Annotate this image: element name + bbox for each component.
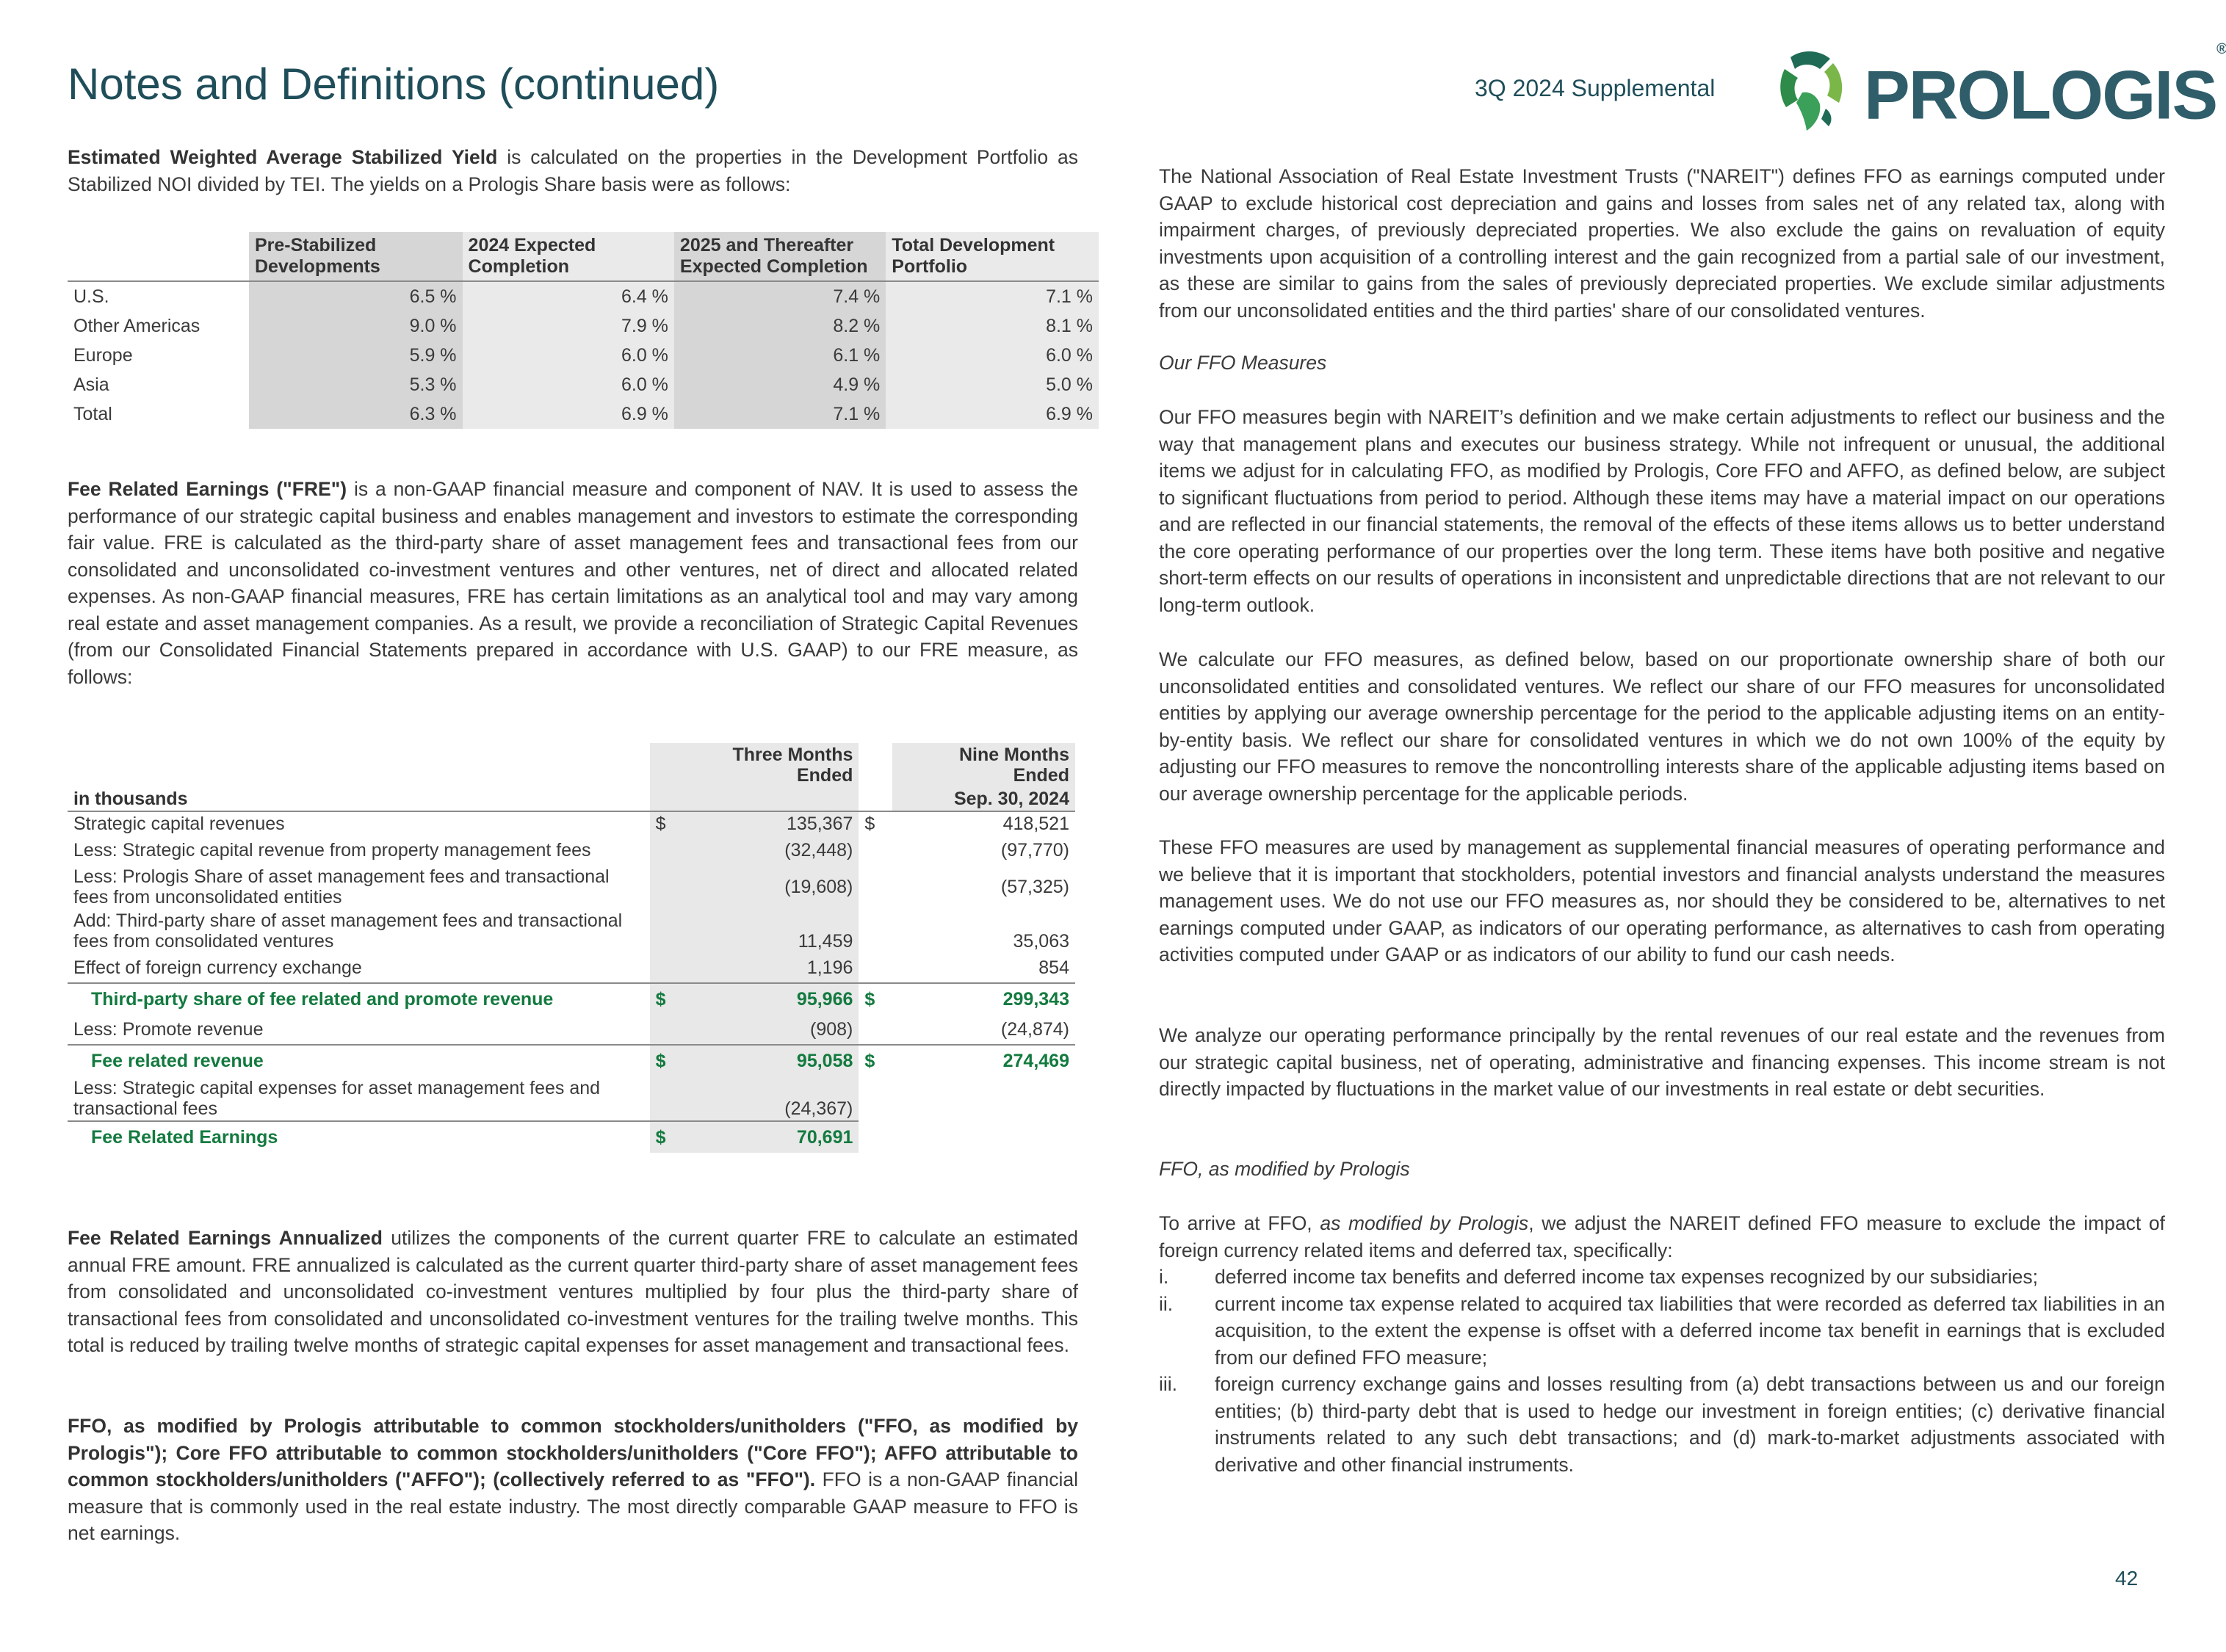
col-nine-months: Nine Months Ended (892, 743, 1075, 787)
table-row: Europe 5.9 % 6.0 % 6.1 % 6.0 % (68, 341, 1099, 370)
ffo-usage-paragraph: These FFO measures are used by management as supplemental financial measures of operating performance and we believe that it is important that stockholders, potential investors and financial analysts understand the measures management uses. We do not use our FFO measures as, nor should they be considered to be, alternatives to net earnings computed under GAAP, as indicators of our operating performance, as alternatives to cash from operating activities computed under GAAP or as indicators of our ability to fund our cash needs. (1159, 836, 2165, 966)
ffo-modified-heading: FFO, as modified by Prologis (1159, 1158, 1410, 1180)
list-item: ii. current income tax expense related to acquired tax liabilities that were recorded as deferred tax liabilities in an acquisition, to the extent the expense is offset with a deferred income tax benefit in earnings that is excluded from our defined FFO measure; (1159, 1292, 2165, 1369)
page-title: Notes and Definitions (continued) (68, 59, 720, 109)
ffo-paragraph: FFO, as modified by Prologis attributable to common stockholders/unitholders ("FFO, as modified by Prologis"); Core FFO attributable to common stockholders/unitholders ("Core FFO"); AFFO attributable to common stockholders/unitholders ("AFFO"); (collectively referred to as "FFO"). FFO is a non-GAAP financial measure that is commonly used in the real estate industry. The most directly comparable GAAP measure to FFO is net earnings. (68, 1415, 1078, 1544)
prologis-logo (1768, 41, 2226, 135)
yield-table (68, 232, 1099, 429)
table-row: Add: Third-party share of asset management fees and transactional fees from consolidated ventures 11,459 35,063 (73, 910, 1069, 952)
ffo-measures-heading: Our FFO Measures (1159, 352, 1327, 374)
ffo-calc-paragraph: We calculate our FFO measures, as defined below, based on our proportionate ownership share of both our unconsolidated entities and consolidated ventures. We reflect our share of our FFO measures for unconsolidated entities by applying our average ownership percentage for the period to the applicable adjusting items on an entity-by-entity basis. We reflect our share for consolidated ventures in which we do not own 100% of the equity by adjusting our FFO measures to remove the noncontrolling interests share of the applicable adjusting items based on our average ownership percentage for the applicable periods. (1159, 648, 2165, 805)
table-row: U.S. 6.5 % 6.4 % 7.4 % 7.1 % (68, 281, 1099, 311)
col-2025-thereafter: 2025 and Thereafter Expected Completion (674, 232, 886, 281)
date-label: Sep. 30, 2024 (892, 787, 1075, 811)
ffo-measures-paragraph: Our FFO measures begin with NAREIT’s definition and we make certain adjustments to reflect our business and the way that management plans and executes our business strategy. While not infrequent or unusual, the additional items we adjust for in calculating FFO, as modified by Prologis, Core FFO and AFFO, as defined below, are subject to significant fluctuations from period to period. Although these items may have a material impact on our operations and are reflected in our financial statements, the removal of the effects of these items allows us to better understand the core operating performance of our properties over the long term. These items have both positive and negative short-term effects on our results of operations in inconsistent and unpredictable directions that are not relevant to our long-term outlook. (1159, 406, 2165, 616)
table-row: Strategic capital revenues $ 135,367 $ 418,521 (68, 811, 1075, 836)
table-row: Third-party share of fee related and promote revenue $ 95,966 $ 299,343 (68, 983, 1075, 1015)
yield-intro: Estimated Weighted Average Stabilized Yield is calculated on the properties in the Development Portfolio as Stabilized NOI divided by TEI. The yields on a Prologis Share basis were as follows: (68, 146, 1078, 195)
unit-label: in thousands (73, 789, 188, 809)
logo-wordmark: PROLOGIS® (1864, 41, 2226, 134)
list-item: iii. foreign currency exchange gains and losses resulting from (a) debt transactions between us and our foreign entities; (b) third-party debt that is used to hedge our investment in foreign entities; (c) derivative financial instruments related to any such debt transactions; and (d) mark-to-market adjustments associated with derivative and other financial instruments. (1159, 1373, 2165, 1476)
globe-logo-icon (1768, 47, 1849, 135)
table-row: Total 6.3 % 6.9 % 7.1 % 6.9 % (68, 399, 1099, 429)
table-row: Fee Related Earnings $ 70,691 (68, 1121, 1075, 1153)
col-total-dev: Total Development Portfolio (886, 232, 1099, 281)
table-row: Less: Strategic capital revenue from property management fees (32,448) (97,770) (68, 836, 1075, 865)
frea-paragraph: Fee Related Earnings Annualized utilizes the components of the current quarter FRE to calculate an estimated annual FRE amount. FRE annualized is calculated as the current quarter third-party share of asset management fees from consolidated and unconsolidated co-investment ventures multiplied by four plus the third-party share of transactional fees from consolidated and unconsolidated co-investment ventures for the trailing twelve months. This total is reduced by trailing twelve months of strategic capital expenses for asset management and transactional fees. (68, 1227, 1078, 1356)
fre-table (68, 743, 1075, 1153)
list-item: i. deferred income tax benefits and deferred income tax expenses recognized by our subsidiaries; (1159, 1266, 2038, 1288)
table-row: Fee related revenue $ 95,058 $ 274,469 (68, 1045, 1075, 1076)
ffo-modified-intro: To arrive at FFO, as modified by Prologis, we adjust the NAREIT defined FFO measure to exclude the impact of foreign currency related items and deferred tax, specifically: (1159, 1212, 2166, 1261)
adjustments-list (1159, 1264, 2165, 1478)
table-row: Less: Promote revenue (908) (24,874) (68, 1015, 1075, 1045)
page-number: 42 (2115, 1567, 2139, 1590)
col-2024-expected: 2024 Expected Completion (463, 232, 674, 281)
nareit-paragraph: The National Association of Real Estate Investment Trusts ("NAREIT") defines FFO as earnings computed under GAAP to exclude historical cost depreciation and gains and losses from sales net of any related tax, along with impairment charges, of previously depreciated properties. We also exclude the gains on revaluation of equity investments upon acquisition of a controlling interest and the gain recognized from a partial sale of our investment, as these are similar to gains from the sales of previously depreciated properties. We exclude similar adjustments from our unconsolidated entities and the third parties' share of our consolidated ventures. (1159, 165, 2165, 322)
supplemental-label: 3Q 2024 Supplemental (1475, 75, 1716, 101)
table-row: Less: Prologis Share of asset management fees and transactional fees from unconsolidated entities (19,608) (57,325) (73, 866, 1069, 907)
operating-performance-paragraph: We analyze our operating performance principally by the rental revenues of our real estate and the revenues from our strategic capital business, net of operating, administrative and financing expenses. This income stream is not directly impacted by fluctuations in the market value of our investments in real estate or debt securities. (1159, 1024, 2165, 1100)
table-row: Less: Strategic capital expenses for asset management fees and transactional fees (24,367) (68, 1076, 1075, 1121)
table-row: Effect of foreign currency exchange 1,196 854 (68, 953, 1075, 983)
table-row: Asia 5.3 % 6.0 % 4.9 % 5.0 % (68, 370, 1099, 399)
col-three-months: Three Months Ended (683, 743, 859, 787)
table-row: Other Americas 9.0 % 7.9 % 8.2 % 8.1 % (68, 311, 1099, 341)
fre-paragraph: Fee Related Earnings ("FRE") is a non-GAAP financial measure and component of NAV. It is used to assess the performance of our strategic capital business and enables management and investors to estimate the corresponding fair value. FRE is calculated as the third-party share of asset management fees and transactional fees from our consolidated and unconsolidated co-investment ventures and other ventures, net of direct and allocated related expenses. As non-GAAP financial measures, FRE has certain limitations as an analytical tool and may vary among real estate and asset management companies. As a result, we provide a reconciliation of Strategic Capital Revenues (from our Consolidated Financial Statements prepared in accordance with U.S. GAAP) to our FRE measure, as follows: (68, 478, 1078, 688)
col-pre-stabilized: Pre-Stabilized Developments (249, 232, 463, 281)
